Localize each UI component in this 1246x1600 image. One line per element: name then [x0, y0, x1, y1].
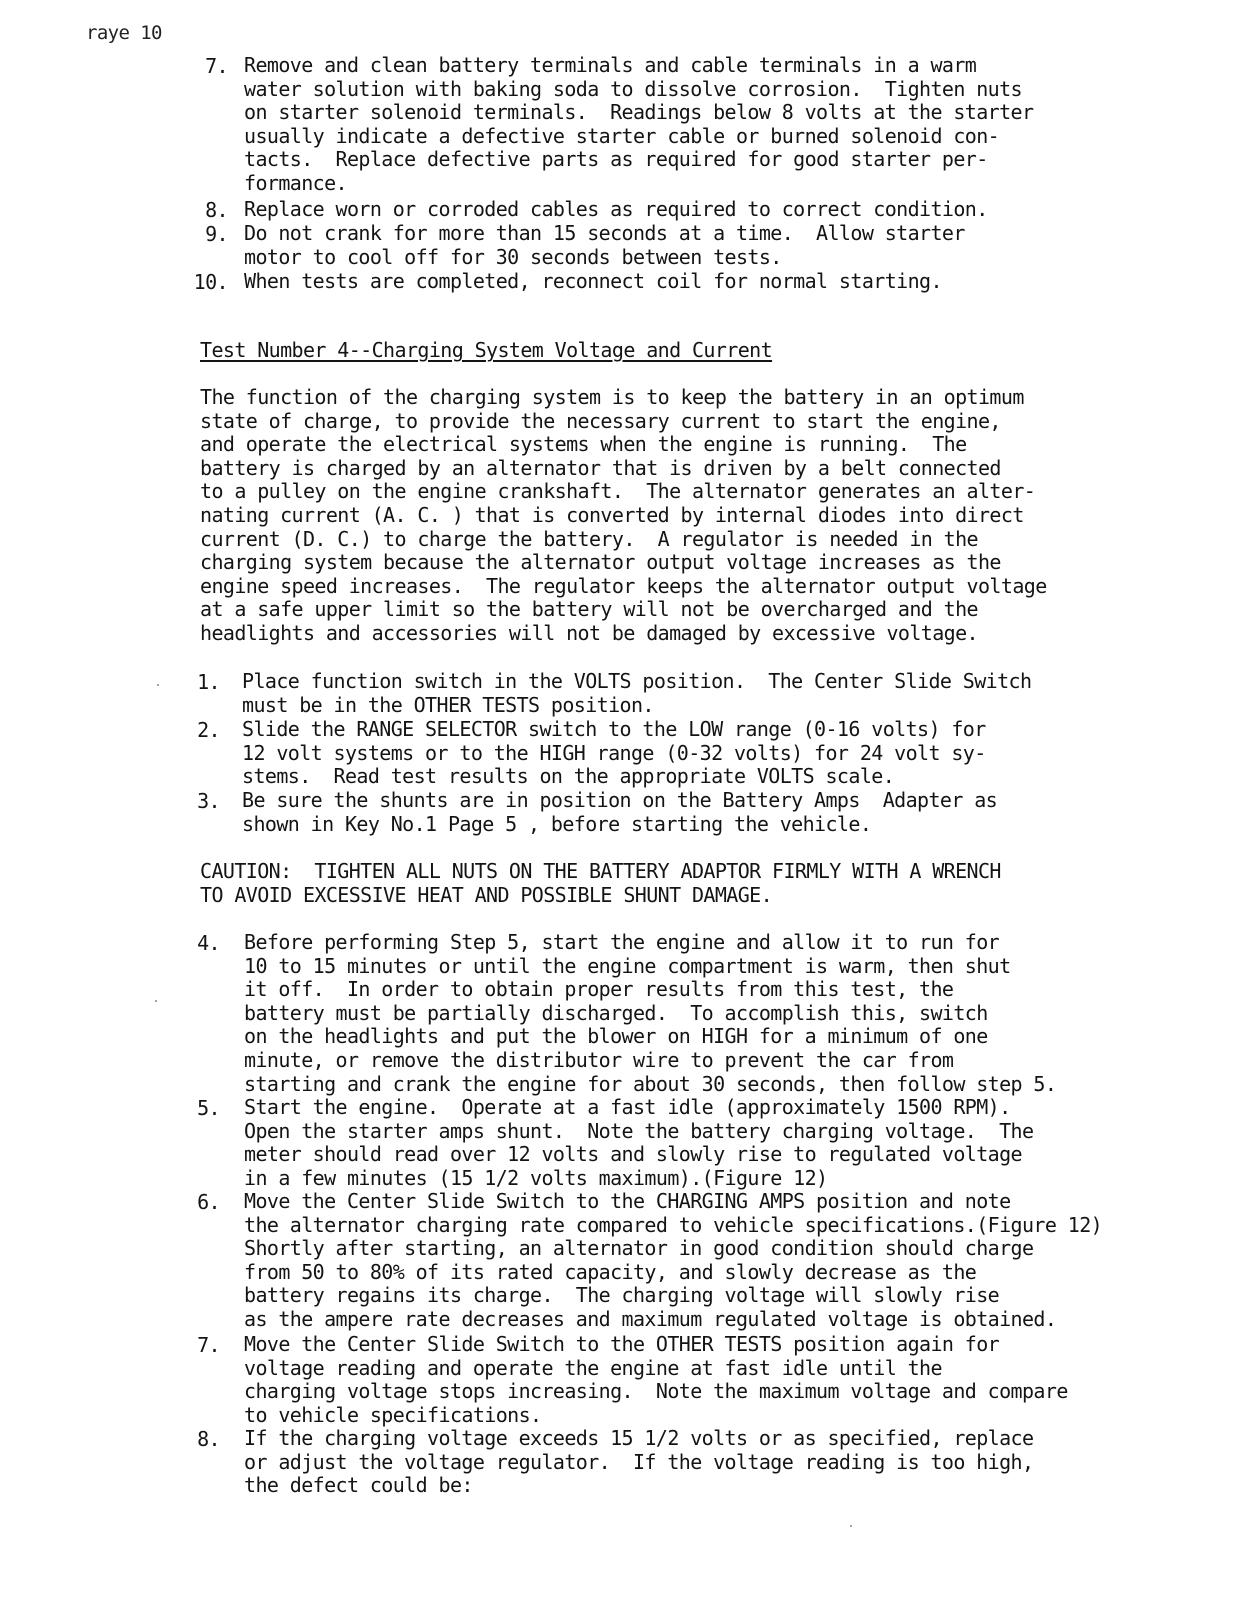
text-line: on starter solenoid terminals. Readings below 8 volts at the starter: [244, 100, 1034, 125]
text-line: engine speed increases. The regulator keeps the alternator output voltage: [200, 573, 1047, 598]
text-line: battery must be partially discharged. To accomplish this, switch: [244, 1000, 988, 1025]
list-item-number: 8.: [197, 1427, 220, 1451]
text-line: TO AVOID EXCESSIVE HEAT AND POSSIBLE SHUNT DAMAGE.: [200, 882, 773, 907]
list-item-text: [242, 718, 1202, 789]
text-line: tacts. Replace defective parts as required for good starter per-: [244, 147, 988, 172]
list-item-text: [244, 931, 1204, 1096]
text-line: nating current (A. C. ) that is converted by internal diodes into direct: [200, 502, 1024, 527]
list-item-number: 6.: [197, 1190, 220, 1214]
list-item-number: 4.: [197, 931, 220, 955]
list-item-text: [244, 270, 1204, 294]
text-line: When tests are completed, reconnect coil for normal starting.: [244, 269, 942, 293]
text-line: as the ampere rate decreases and maximum regulated voltage is obtained.: [244, 1306, 1057, 1331]
text-line: 10 to 15 minutes or until the engine compartment is warm, then shut: [244, 953, 1011, 978]
list-item-number: 10.: [193, 270, 228, 294]
text-line: charging voltage stops increasing. Note the maximum voltage and compare: [244, 1379, 1068, 1404]
text-line: must be in the OTHER TESTS position.: [242, 692, 654, 717]
text-line: Move the Center Slide Switch to the OTHER TESTS position again for: [244, 1332, 1000, 1356]
text-line: shown in Key No.1 Page 5 , before starting the vehicle.: [242, 811, 872, 836]
text-line: Slide the RANGE SELECTOR switch to the LOW range (0-16 volts) for: [242, 717, 986, 741]
list-item-text: [242, 789, 1202, 836]
text-line: Place function switch in the VOLTS position. The Center Slide Switch: [242, 669, 1032, 693]
text-line: state of charge, to provide the necessary current to start the engine,: [200, 408, 1001, 433]
list-item-number: 2.: [197, 718, 220, 742]
text-line: Shortly after starting, an alternator in good condition should charge: [244, 1236, 1034, 1261]
list-item-text: [244, 1333, 1204, 1427]
list-item-text: [242, 670, 1202, 717]
text-line: voltage reading and operate the engine at fast idle until the: [244, 1355, 942, 1380]
text-line: 12 volt systems or to the HIGH range (0-32 volts) for 24 volt sy-: [242, 740, 986, 765]
text-line: If the charging voltage exceeds 15 1/2 volts or as specified, replace: [244, 1426, 1034, 1450]
section-heading: Test Number 4--Charging System Voltage and Current: [200, 338, 773, 362]
scan-speck: [850, 1525, 852, 1527]
text-line: Before performing Step 5, start the engine and allow it to run for: [244, 930, 1000, 954]
text-line: the defect could be:: [244, 1473, 473, 1498]
text-line: Start the engine. Operate at a fast idle (approximately 1500 RPM).: [244, 1095, 1011, 1119]
text-line: Replace worn or corroded cables as required to correct condition.: [244, 197, 988, 221]
list-item-text: [244, 1427, 1204, 1498]
text-line: formance.: [244, 170, 347, 195]
text-line: motor to cool off for 30 seconds between tests.: [244, 244, 782, 269]
text-line: charging system because the alternator output voltage increases as the: [200, 550, 1001, 575]
list-item-text: [244, 1096, 1204, 1190]
text-line: Open the starter amps shunt. Note the battery charging voltage. The: [244, 1118, 1034, 1143]
scan-speck: [157, 684, 159, 686]
text-line: usually indicate a defective starter cable or burned solenoid con-: [244, 123, 1000, 148]
text-line: starting and crank the engine for about 30 seconds, then follow step 5.: [244, 1071, 1057, 1096]
list-item-text: [244, 1190, 1244, 1332]
list-item-number: 7.: [197, 1333, 220, 1357]
list-item-number: 7.: [205, 54, 228, 78]
text-line: Be sure the shunts are in position on the Battery Amps Adapter as: [242, 788, 998, 812]
list-item-number: 9.: [205, 222, 228, 246]
text-line: to vehicle specifications.: [244, 1402, 542, 1427]
text-line: and operate the electrical systems when the engine is running. The: [200, 432, 967, 457]
text-line: stems. Read test results on the appropriate VOLTS scale.: [242, 764, 895, 789]
text-line: the alternator charging rate compared to vehicle specifications.(Figure 12): [244, 1212, 1103, 1237]
text-line: meter should read over 12 volts and slowly rise to regulated voltage: [244, 1142, 1022, 1167]
text-line: water solution with baking soda to dissolve corrosion. Tighten nuts: [244, 76, 1022, 101]
text-line: battery is charged by an alternator that is driven by a belt connected: [200, 455, 1001, 480]
text-line: or adjust the voltage regulator. If the voltage reading is too high,: [244, 1449, 1034, 1474]
text-line: to a pulley on the engine crankshaft. The alternator generates an alter-: [200, 479, 1036, 504]
text-line: at a safe upper limit so the battery will not be overcharged and the: [200, 597, 978, 622]
text-line: minute, or remove the distributor wire to prevent the car from: [244, 1047, 954, 1072]
list-item-number: 1.: [197, 670, 220, 694]
caution-note: [200, 860, 1160, 907]
text-line: Move the Center Slide Switch to the CHARGING AMPS position and note: [244, 1189, 1011, 1213]
text-line: battery regains its charge. The charging voltage will slowly rise: [244, 1283, 1000, 1308]
list-item-text: [244, 222, 1204, 269]
list-item-number: 5.: [197, 1096, 220, 1120]
list-item-text: [244, 198, 1204, 222]
text-line: Remove and clean battery terminals and cable terminals in a warm: [244, 53, 977, 77]
text-line: on the headlights and put the blower on HIGH for a minimum of one: [244, 1024, 988, 1049]
intro-paragraph: [200, 386, 1160, 646]
text-line: from 50 to 80% of its rated capacity, and slowly decrease as the: [244, 1259, 977, 1284]
list-item-text: [244, 54, 1204, 196]
text-line: Do not crank for more than 15 seconds at a time. Allow starter: [244, 221, 965, 245]
page-header: raye 10: [86, 22, 162, 44]
text-line: The function of the charging system is to keep the battery in an optimum: [200, 385, 1024, 409]
list-item-number: 8.: [205, 198, 228, 222]
text-line: it off. In order to obtain proper results from this test, the: [244, 977, 954, 1002]
text-line: headlights and accessories will not be damaged by excessive voltage.: [200, 620, 978, 645]
text-line: CAUTION: TIGHTEN ALL NUTS ON THE BATTERY ADAPTOR FIRMLY WITH A WRENCH: [200, 859, 1001, 883]
text-line: in a few minutes (15 1/2 volts maximum).(Figure 12): [244, 1165, 828, 1190]
scan-speck: [155, 1000, 157, 1002]
list-item-number: 3.: [197, 789, 220, 813]
text-line: current (D. C.) to charge the battery. A regulator is needed in the: [200, 526, 978, 551]
